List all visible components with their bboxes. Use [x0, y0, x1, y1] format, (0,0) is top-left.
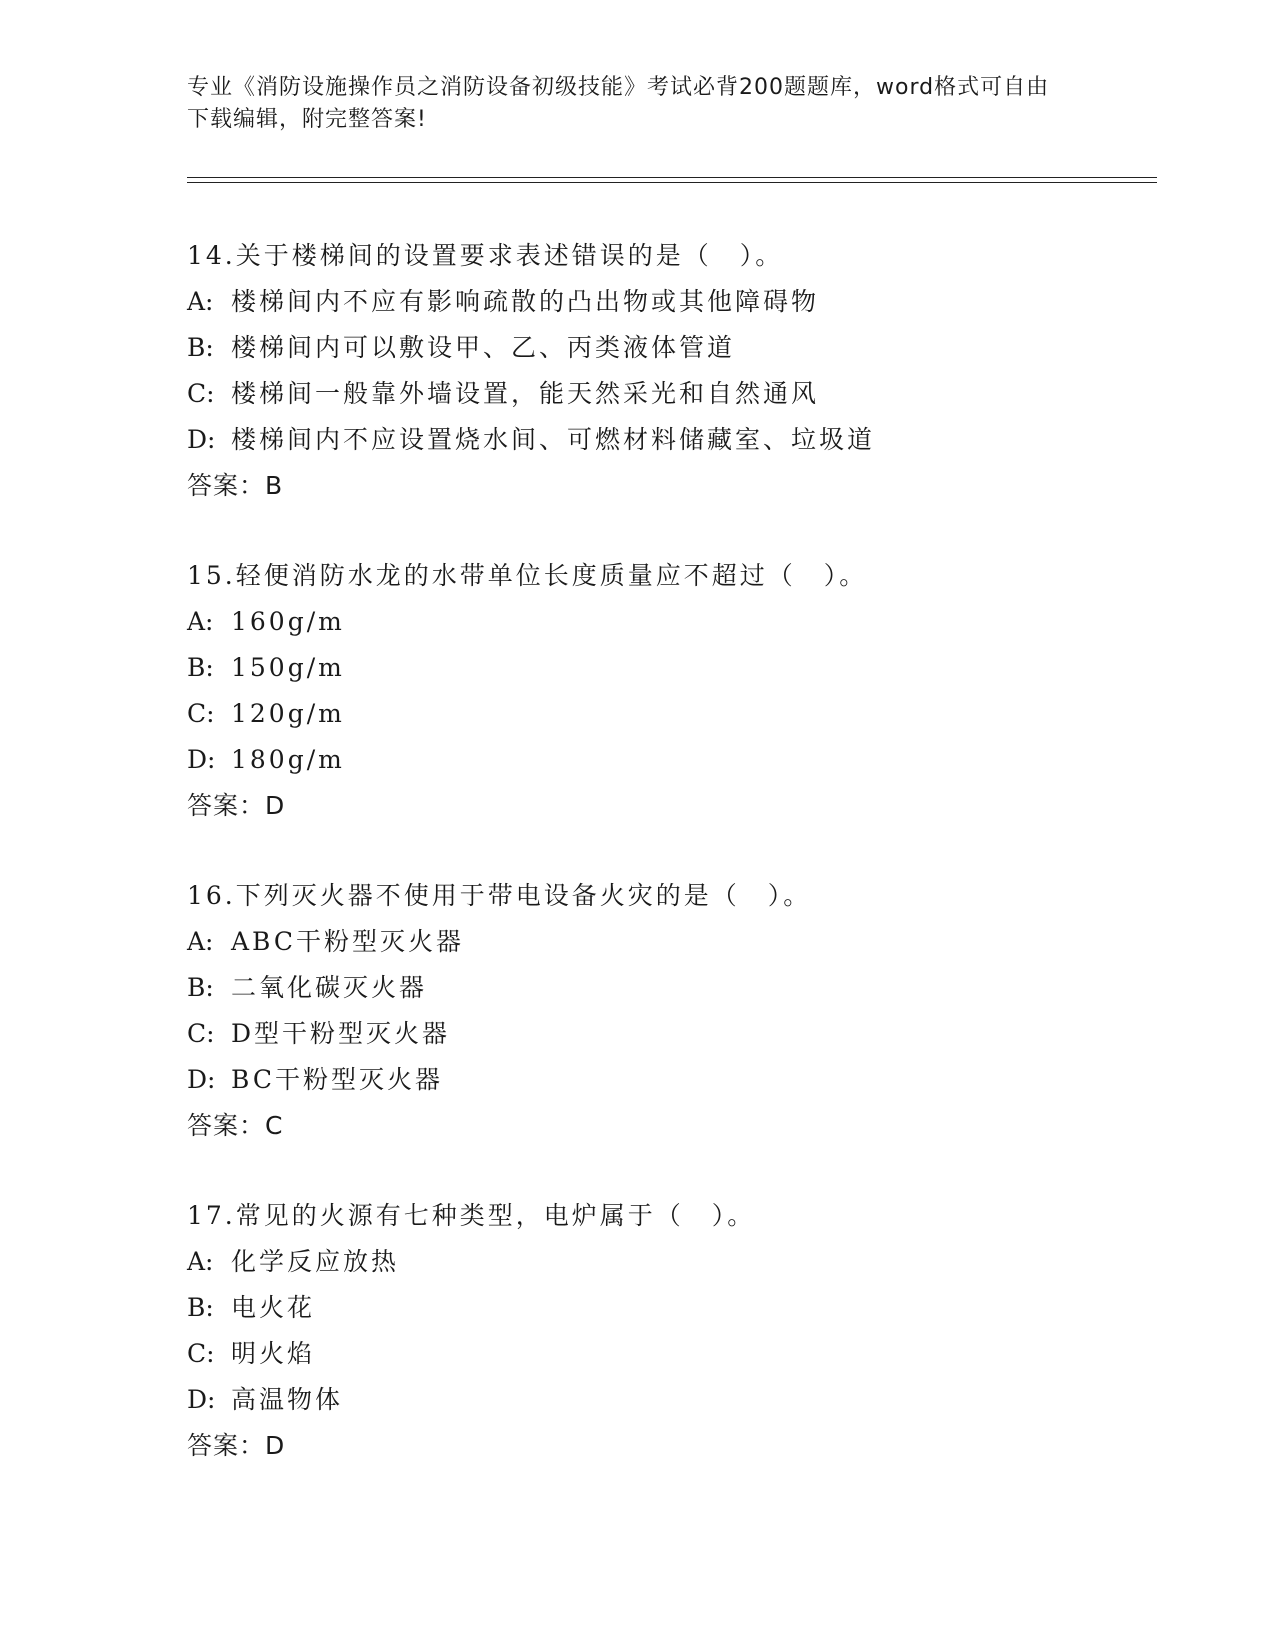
question-16 — [187, 873, 1147, 1149]
option-text: 楼梯间一般靠外墙设置，能天然采光和自然通风 — [231, 379, 820, 408]
option-letter: B: — [187, 1293, 214, 1322]
option-text: 180g/m — [231, 745, 345, 774]
answer-line: 答案：C — [187, 1111, 284, 1140]
option-text: 楼梯间内不应设置烧水间、可燃材料储藏室、垃圾道 — [231, 425, 876, 454]
option-letter: A: — [187, 1247, 214, 1276]
option-text: 楼梯间内可以敷设甲、乙、丙类液体管道 — [231, 333, 736, 362]
question-stem: 17.常见的火源有七种类型，电炉属于（ ）。 — [187, 1201, 756, 1230]
option-a — [187, 279, 1147, 325]
option-letter: C: — [187, 379, 215, 408]
option-b — [187, 965, 1147, 1011]
question-stem: 16.下列灭火器不使用于带电设备火灾的是（ ）。 — [187, 881, 812, 910]
option-text: 电火花 — [231, 1293, 316, 1322]
option-letter: C: — [187, 1339, 215, 1368]
option-letter: A: — [187, 927, 214, 956]
option-d — [187, 1377, 1147, 1423]
option-text: 化学反应放热 — [231, 1247, 400, 1276]
option-c — [187, 691, 1147, 737]
option-text: 150g/m — [231, 653, 345, 682]
option-a — [187, 919, 1147, 965]
option-c — [187, 371, 1147, 417]
option-a — [187, 1239, 1147, 1285]
option-text: 二氧化碳灭火器 — [231, 973, 428, 1002]
document-header: 专业《消防设施操作员之消防设备初级技能》考试必背200题题库，word格式可自由下载编辑，附完整答案! — [187, 75, 1050, 132]
header-divider-bottom — [187, 182, 1157, 183]
option-c — [187, 1331, 1147, 1377]
option-letter: C: — [187, 1019, 215, 1048]
option-d — [187, 737, 1147, 783]
option-letter: B: — [187, 653, 214, 682]
answer-line: 答案：D — [187, 1431, 286, 1460]
option-b — [187, 1285, 1147, 1331]
option-b — [187, 645, 1147, 691]
option-d — [187, 1057, 1147, 1103]
question-14 — [187, 233, 1147, 509]
option-text: 明火焰 — [231, 1339, 316, 1368]
option-letter: C: — [187, 699, 215, 728]
option-text: 楼梯间内不应有影响疏散的凸出物或其他障碍物 — [231, 287, 820, 316]
option-text: D型干粉型灭火器 — [231, 1019, 451, 1048]
option-text: 120g/m — [231, 699, 345, 728]
question-stem: 14.关于楼梯间的设置要求表述错误的是（ ）。 — [187, 241, 784, 270]
question-17 — [187, 1193, 1147, 1469]
option-text: 160g/m — [231, 607, 345, 636]
question-15 — [187, 553, 1147, 829]
option-text: BC干粉型灭火器 — [231, 1065, 443, 1094]
option-letter: D: — [187, 1385, 216, 1414]
option-letter: D: — [187, 425, 216, 454]
header-divider-top — [187, 177, 1157, 178]
answer-line: 答案：B — [187, 471, 284, 500]
option-text: ABC干粉型灭火器 — [231, 927, 465, 956]
option-letter: A: — [187, 607, 214, 636]
answer-line: 答案：D — [187, 791, 286, 820]
option-d — [187, 417, 1147, 463]
option-text: 高温物体 — [231, 1385, 344, 1414]
option-letter: A: — [187, 287, 214, 316]
option-letter: B: — [187, 333, 214, 362]
option-b — [187, 325, 1147, 371]
option-letter: D: — [187, 745, 216, 774]
question-stem: 15.轻便消防水龙的水带单位长度质量应不超过（ ）。 — [187, 561, 868, 590]
option-c — [187, 1011, 1147, 1057]
option-letter: D: — [187, 1065, 216, 1094]
option-letter: B: — [187, 973, 214, 1002]
option-a — [187, 599, 1147, 645]
